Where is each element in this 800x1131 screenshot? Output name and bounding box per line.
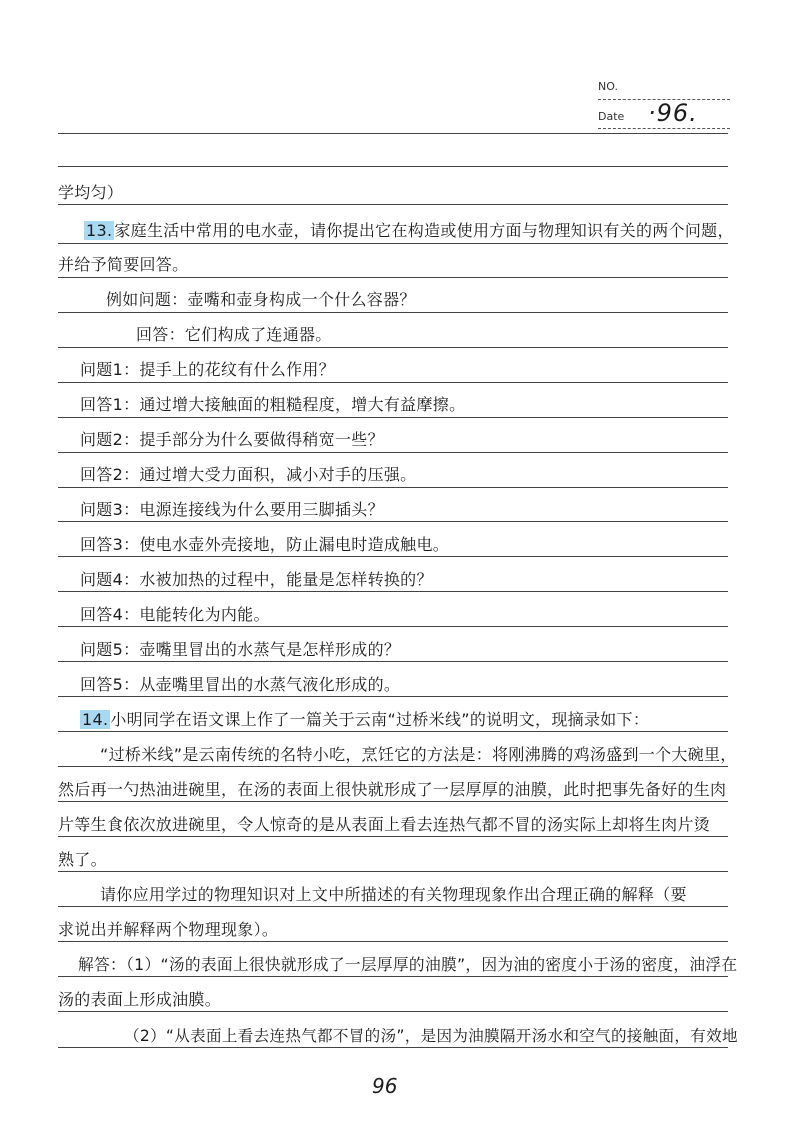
header-date-line — [598, 128, 730, 129]
ruled-line — [58, 417, 728, 418]
text-line: 然后再一勺热油进碗里，在汤的表面上很快就形成了一层厚厚的油膜，此时把事先备好的生肉 — [58, 780, 727, 799]
ruled-line — [58, 941, 728, 942]
text-line: 学均匀） — [58, 183, 124, 202]
ruled-line — [58, 452, 728, 453]
text-line: 问题3：电源连接线为什么要用三脚插头？ — [80, 500, 384, 519]
ruled-line — [58, 277, 728, 278]
text-line: 回答3：使电水壶外壳接地，防止漏电时造成触电。 — [80, 535, 450, 554]
question-14-number: 14. — [82, 710, 109, 729]
text-line: 解答：（1）“汤的表面上很快就形成了一层厚厚的油膜”，因为油的密度小于汤的密度，油浮在 — [78, 955, 738, 974]
text-line: 回答4：电能转化为内能。 — [80, 605, 270, 624]
ruled-line — [58, 347, 728, 348]
ruled-line — [58, 1047, 728, 1048]
ruled-line — [58, 1011, 728, 1012]
ruled-line — [58, 906, 728, 907]
ruled-line — [58, 243, 728, 244]
question-13-text: 家庭生活中常用的电水壶，请你提出它在构造或使用方面与物理知识有关的两个问题， — [114, 221, 734, 240]
text-line: “过桥米线”是云南传统的名特小吃，烹饪它的方法是：将刚沸腾的鸡汤盛到一个大碗里， — [100, 745, 737, 764]
question-14-text: 小明同学在语文课上作了一篇关于云南“过桥米线”的说明文，现摘录如下： — [110, 710, 650, 729]
ruled-line — [58, 133, 728, 134]
ruled-line — [58, 766, 728, 767]
ruled-line — [58, 871, 728, 872]
ruled-line — [58, 204, 728, 205]
ruled-line — [58, 661, 728, 662]
text-line: 熟了。 — [58, 850, 107, 869]
text-line: 并给予简要回答。 — [58, 255, 189, 274]
ruled-line — [58, 801, 728, 802]
ruled-line — [58, 487, 728, 488]
text-line: 问题2：提手部分为什么要做得稍宽一些？ — [80, 430, 384, 449]
ruled-line — [58, 976, 728, 977]
text-line: 回答1：通过增大接触面的粗糙程度，增大有益摩擦。 — [80, 395, 466, 414]
ruled-line — [58, 696, 728, 697]
header-no-label: NO. — [598, 80, 618, 93]
ruled-line — [58, 521, 728, 522]
ruled-line — [58, 556, 728, 557]
header-date-value: ·96. — [648, 99, 698, 127]
ruled-line — [58, 731, 728, 732]
text-line: 回答5：从壶嘴里冒出的水蒸气液化形成的。 — [80, 675, 401, 694]
ruled-line — [58, 382, 728, 383]
ruled-line — [58, 312, 728, 313]
text-line — [84, 221, 734, 241]
ruled-line — [58, 626, 728, 627]
text-line: 问题4：水被加热的过程中，能量是怎样转换的？ — [80, 570, 433, 589]
header-date-label: Date — [598, 110, 625, 123]
text-line: （2）“从表面上看去连热气都不冒的汤”，是因为油膜隔开汤水和空气的接触面，有效地 — [124, 1027, 738, 1045]
question-13-number: 13. — [86, 221, 113, 240]
text-line: 片等生食依次放进碗里，令人惊奇的是从表面上看去连热气都不冒的汤实际上却将生肉片烫 — [58, 815, 711, 834]
text-line: 回答：它们构成了连通器。 — [136, 325, 332, 344]
text-line — [80, 710, 649, 730]
text-line: 请你应用学过的物理知识对上文中所描述的有关物理现象作出合理正确的解释（要 — [100, 885, 687, 904]
text-line: 问题1：提手上的花纹有什么作用？ — [80, 360, 335, 379]
page-number: 96 — [372, 1074, 398, 1098]
text-line: 求说出并解释两个物理现象）。 — [58, 920, 279, 939]
text-line: 汤的表面上形成油膜。 — [58, 990, 222, 1009]
ruled-line — [58, 836, 728, 837]
text-line: 回答2：通过增大受力面积，减小对手的压强。 — [80, 465, 417, 484]
ruled-line — [58, 591, 728, 592]
text-line: 问题5：壶嘴里冒出的水蒸气是怎样形成的？ — [80, 640, 401, 659]
text-line: 例如问题：壶嘴和壶身构成一个什么容器？ — [106, 290, 416, 309]
ruled-line — [58, 166, 728, 167]
